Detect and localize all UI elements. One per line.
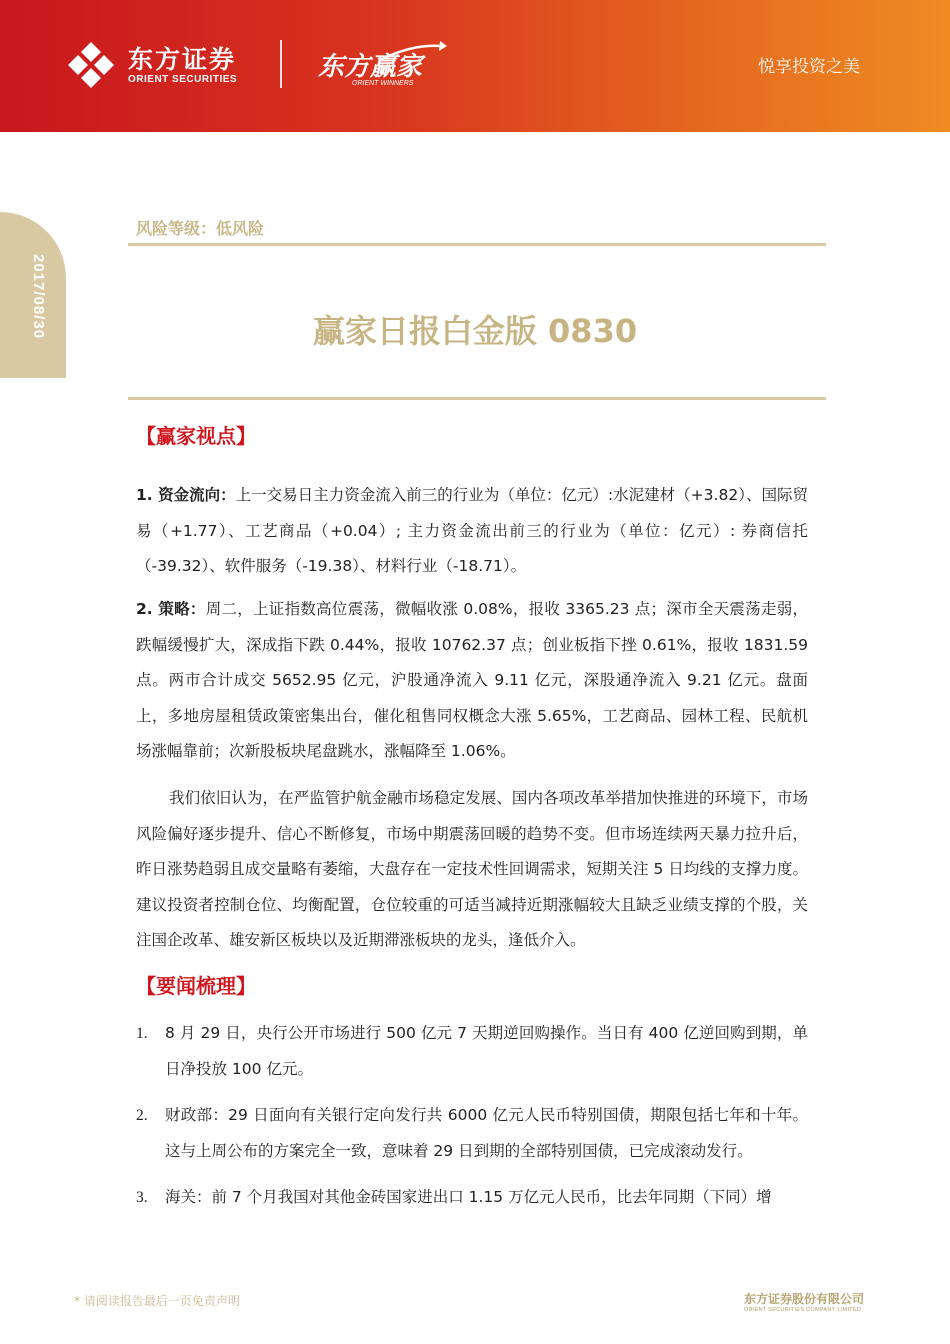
brand2-english: ORIENT WINNERS	[352, 80, 414, 87]
news-number: 2.	[136, 1107, 148, 1124]
news-text: 海关：前 7 个月我国对其他金砖国家进出口 1.15 万亿元人民币，比去年同期（下同）增	[165, 1188, 772, 1206]
news-item	[136, 1016, 808, 1087]
risk-level: 风险等级：低风险	[136, 219, 265, 238]
logo-chinese: 东方证券	[128, 45, 237, 74]
header-divider	[280, 40, 282, 88]
logo-english: ORIENT SECURITIES	[128, 74, 238, 85]
viewpoint-item-capital-flow	[136, 478, 808, 585]
item-text: 周二，上证指数高位震荡，微幅收涨 0.08%，报收 3365.23 点；深市全天震荡走弱，跌幅缓慢扩大，深成指下跌 0.44%，报收 10762.37 点；创业板指下挫 0.61%，报收 1831.59 点。两市合计成交 5652.95 亿元，沪股通净流入 9.11 亿元，深股通净流入 9.21 亿元。盘面上，多地房屋租赁政策密集出台，催化租售同权概念大涨 5.65%，工艺商品、园林工程、民航机场涨幅靠前；次新股板块尾盘跳水，涨幅降至 1.06%。	[136, 600, 808, 760]
item-label: 2. 策略：	[136, 600, 206, 618]
orient-winners-brand	[318, 40, 448, 92]
title-rule	[128, 397, 826, 400]
section-heading-viewpoint: 【赢家视点】	[136, 424, 256, 448]
item-label: 1. 资金流向：	[136, 486, 236, 504]
page-title: 赢家日报白金版 0830	[312, 312, 638, 350]
orient-logo-icon	[66, 40, 116, 90]
footer-company-english: ORIENT SECURITIES COMPANY LIMITED	[744, 1307, 862, 1313]
news-text: 财政部：29 日面向有关银行定向发行共 6000 亿元人民币特别国债，期限包括七年和十年。这与上周公布的方案完全一致，意味着 29 日到期的全部特别国债，已完成滚动发行。	[165, 1106, 808, 1160]
brand2-chinese: 东方赢家	[318, 52, 423, 82]
footer-company-chinese: 东方证券股份有限公司	[744, 1292, 865, 1306]
viewpoint-item-strategy	[136, 592, 808, 770]
news-number: 3.	[136, 1189, 148, 1206]
arrow-swoosh-icon	[378, 40, 448, 62]
news-item	[136, 1180, 808, 1216]
viewpoint-paragraph: 我们依旧认为，在严监管护航金融市场稳定发展、国内各项改革举措加快推进的环境下，市场风险偏好逐步提升、信心不断修复，市场中期震荡回暖的趋势不变。但市场连续两天暴力拉升后，昨日涨势趋弱且成交量略有萎缩，大盘存在一定技术性回调需求，短期关注 5 日均线的支撑力度。建议投资者控制仓位、均衡配置，仓位较重的可适当减持近期涨幅较大且缺乏业绩支撑的个股，关注国企改革、雄安新区板块以及近期滞涨板块的龙头，逢低介入。	[136, 789, 808, 949]
side-date: 2017/08/30	[30, 254, 47, 340]
news-number: 1.	[136, 1025, 148, 1042]
news-item	[136, 1098, 808, 1169]
slogan: 悦享投资之美	[758, 57, 860, 77]
top-rule	[128, 243, 826, 246]
item-text: 上一交易日主力资金流入前三的行业为（单位：亿元）:水泥建材（+3.82）、国际贸易（+1.77）、工艺商品（+0.04）; 主力资金流出前三的行业为（单位：亿元）: 券商信托（-39.32）、软件服务（-19.38）、材料行业（-18.71）。	[136, 486, 808, 575]
header-banner	[0, 0, 950, 132]
news-text: 8 月 29 日，央行公开市场进行 500 亿元 7 天期逆回购操作。当日有 400 亿逆回购到期，单日净投放 100 亿元。	[165, 1024, 808, 1078]
disclaimer-note: * 请阅读报告最后一页免责声明	[74, 1294, 240, 1308]
section-heading-news: 【要闻梳理】	[136, 974, 256, 998]
